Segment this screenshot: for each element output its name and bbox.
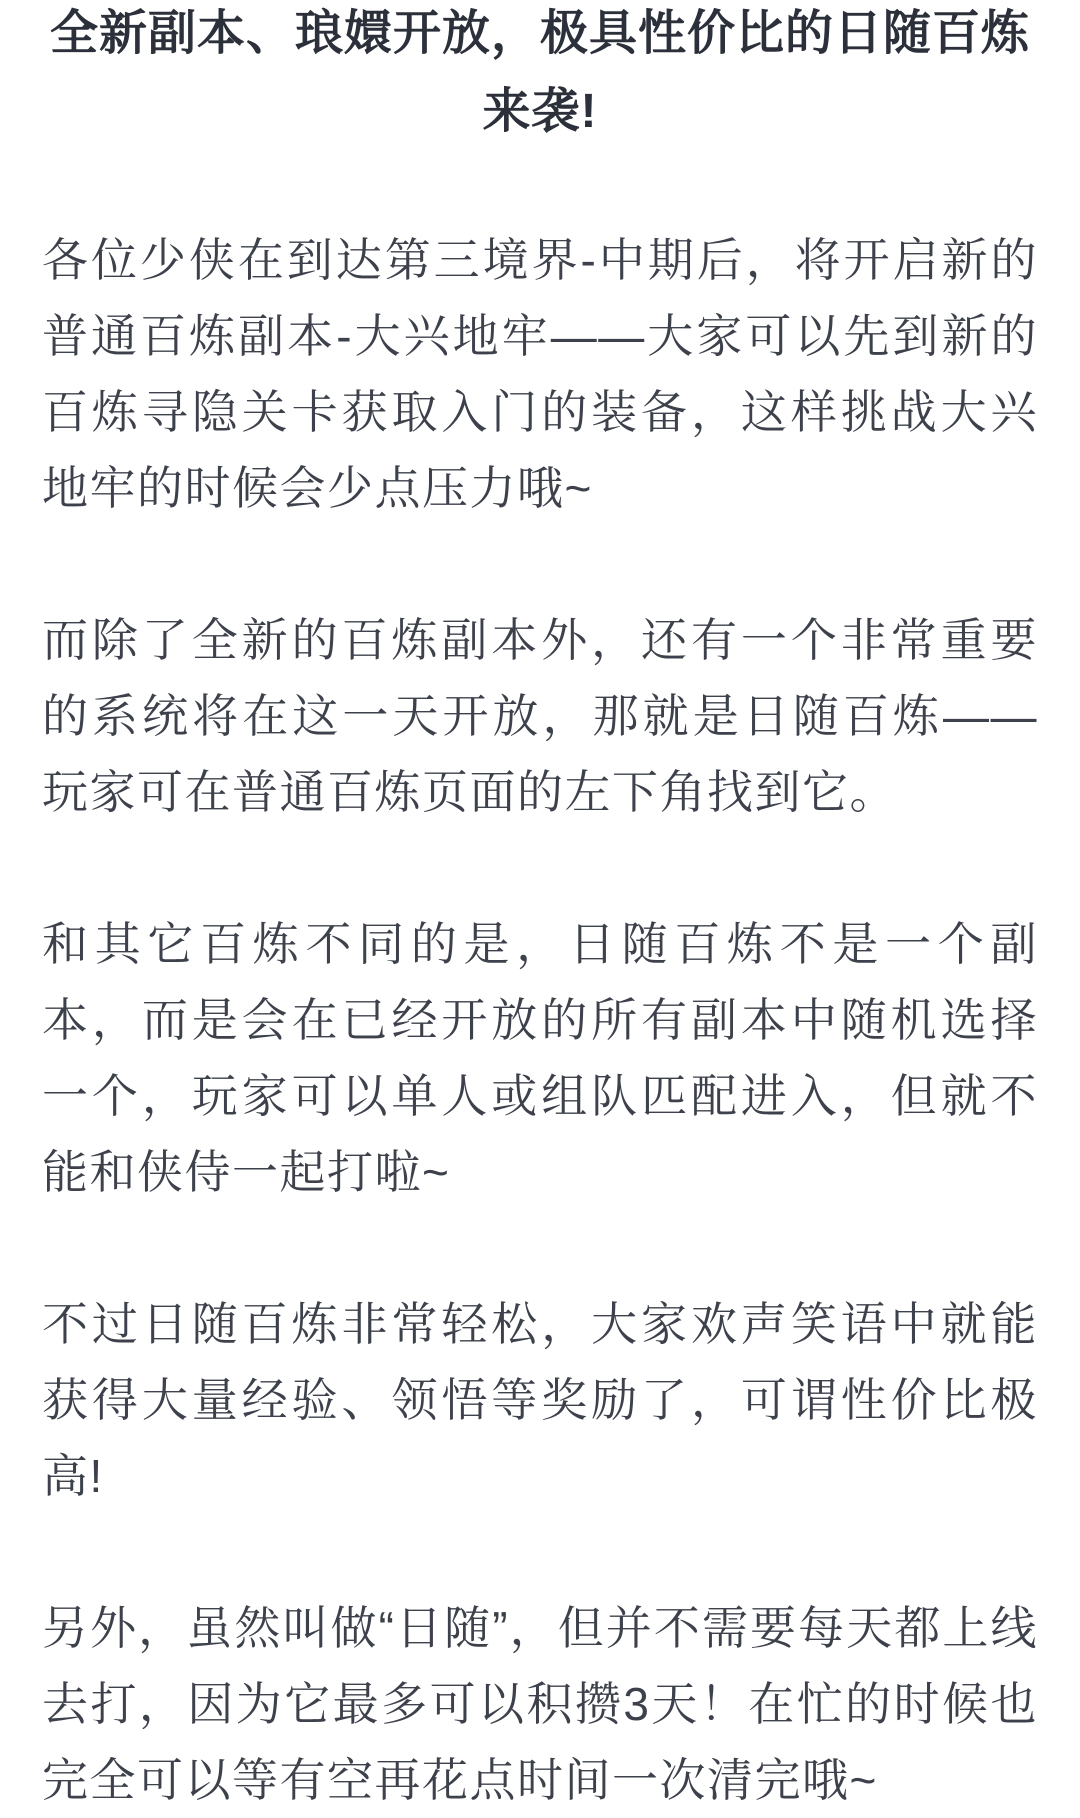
article-title: 全新副本、琅嬛开放，极具性价比的日随百炼来袭!	[49, 7, 1030, 138]
article-paragraph: 另外，虽然叫做“日随”，但并不需要每天都上线去打，因为它最多可以积攒3天！在忙的时候也完全可以等有空再花点时间一次清完哦~	[42, 1602, 1038, 1806]
article-paragraph: 而除了全新的百炼副本外，还有一个非常重要的系统将在这一天开放，那就是日随百炼——玩家可在普通百炼页面的左下角找到它。	[42, 614, 1038, 818]
article-paragraph: 不过日随百炼非常轻松，大家欢声笑语中就能获得大量经验、领悟等奖励了，可谓性价比极高!	[42, 1298, 1038, 1502]
article-paragraph: 和其它百炼不同的是，日随百炼不是一个副本，而是会在已经开放的所有副本中随机选择一个，玩家可以单人或组队匹配进入，但就不能和侠侍一起打啦~	[42, 918, 1038, 1198]
article-paragraph: 各位少侠在到达第三境界-中期后，将开启新的普通百炼副本-大兴地牢——大家可以先到新的百炼寻隐关卡获取入门的装备，这样挑战大兴地牢的时候会少点压力哦~	[42, 234, 1038, 514]
